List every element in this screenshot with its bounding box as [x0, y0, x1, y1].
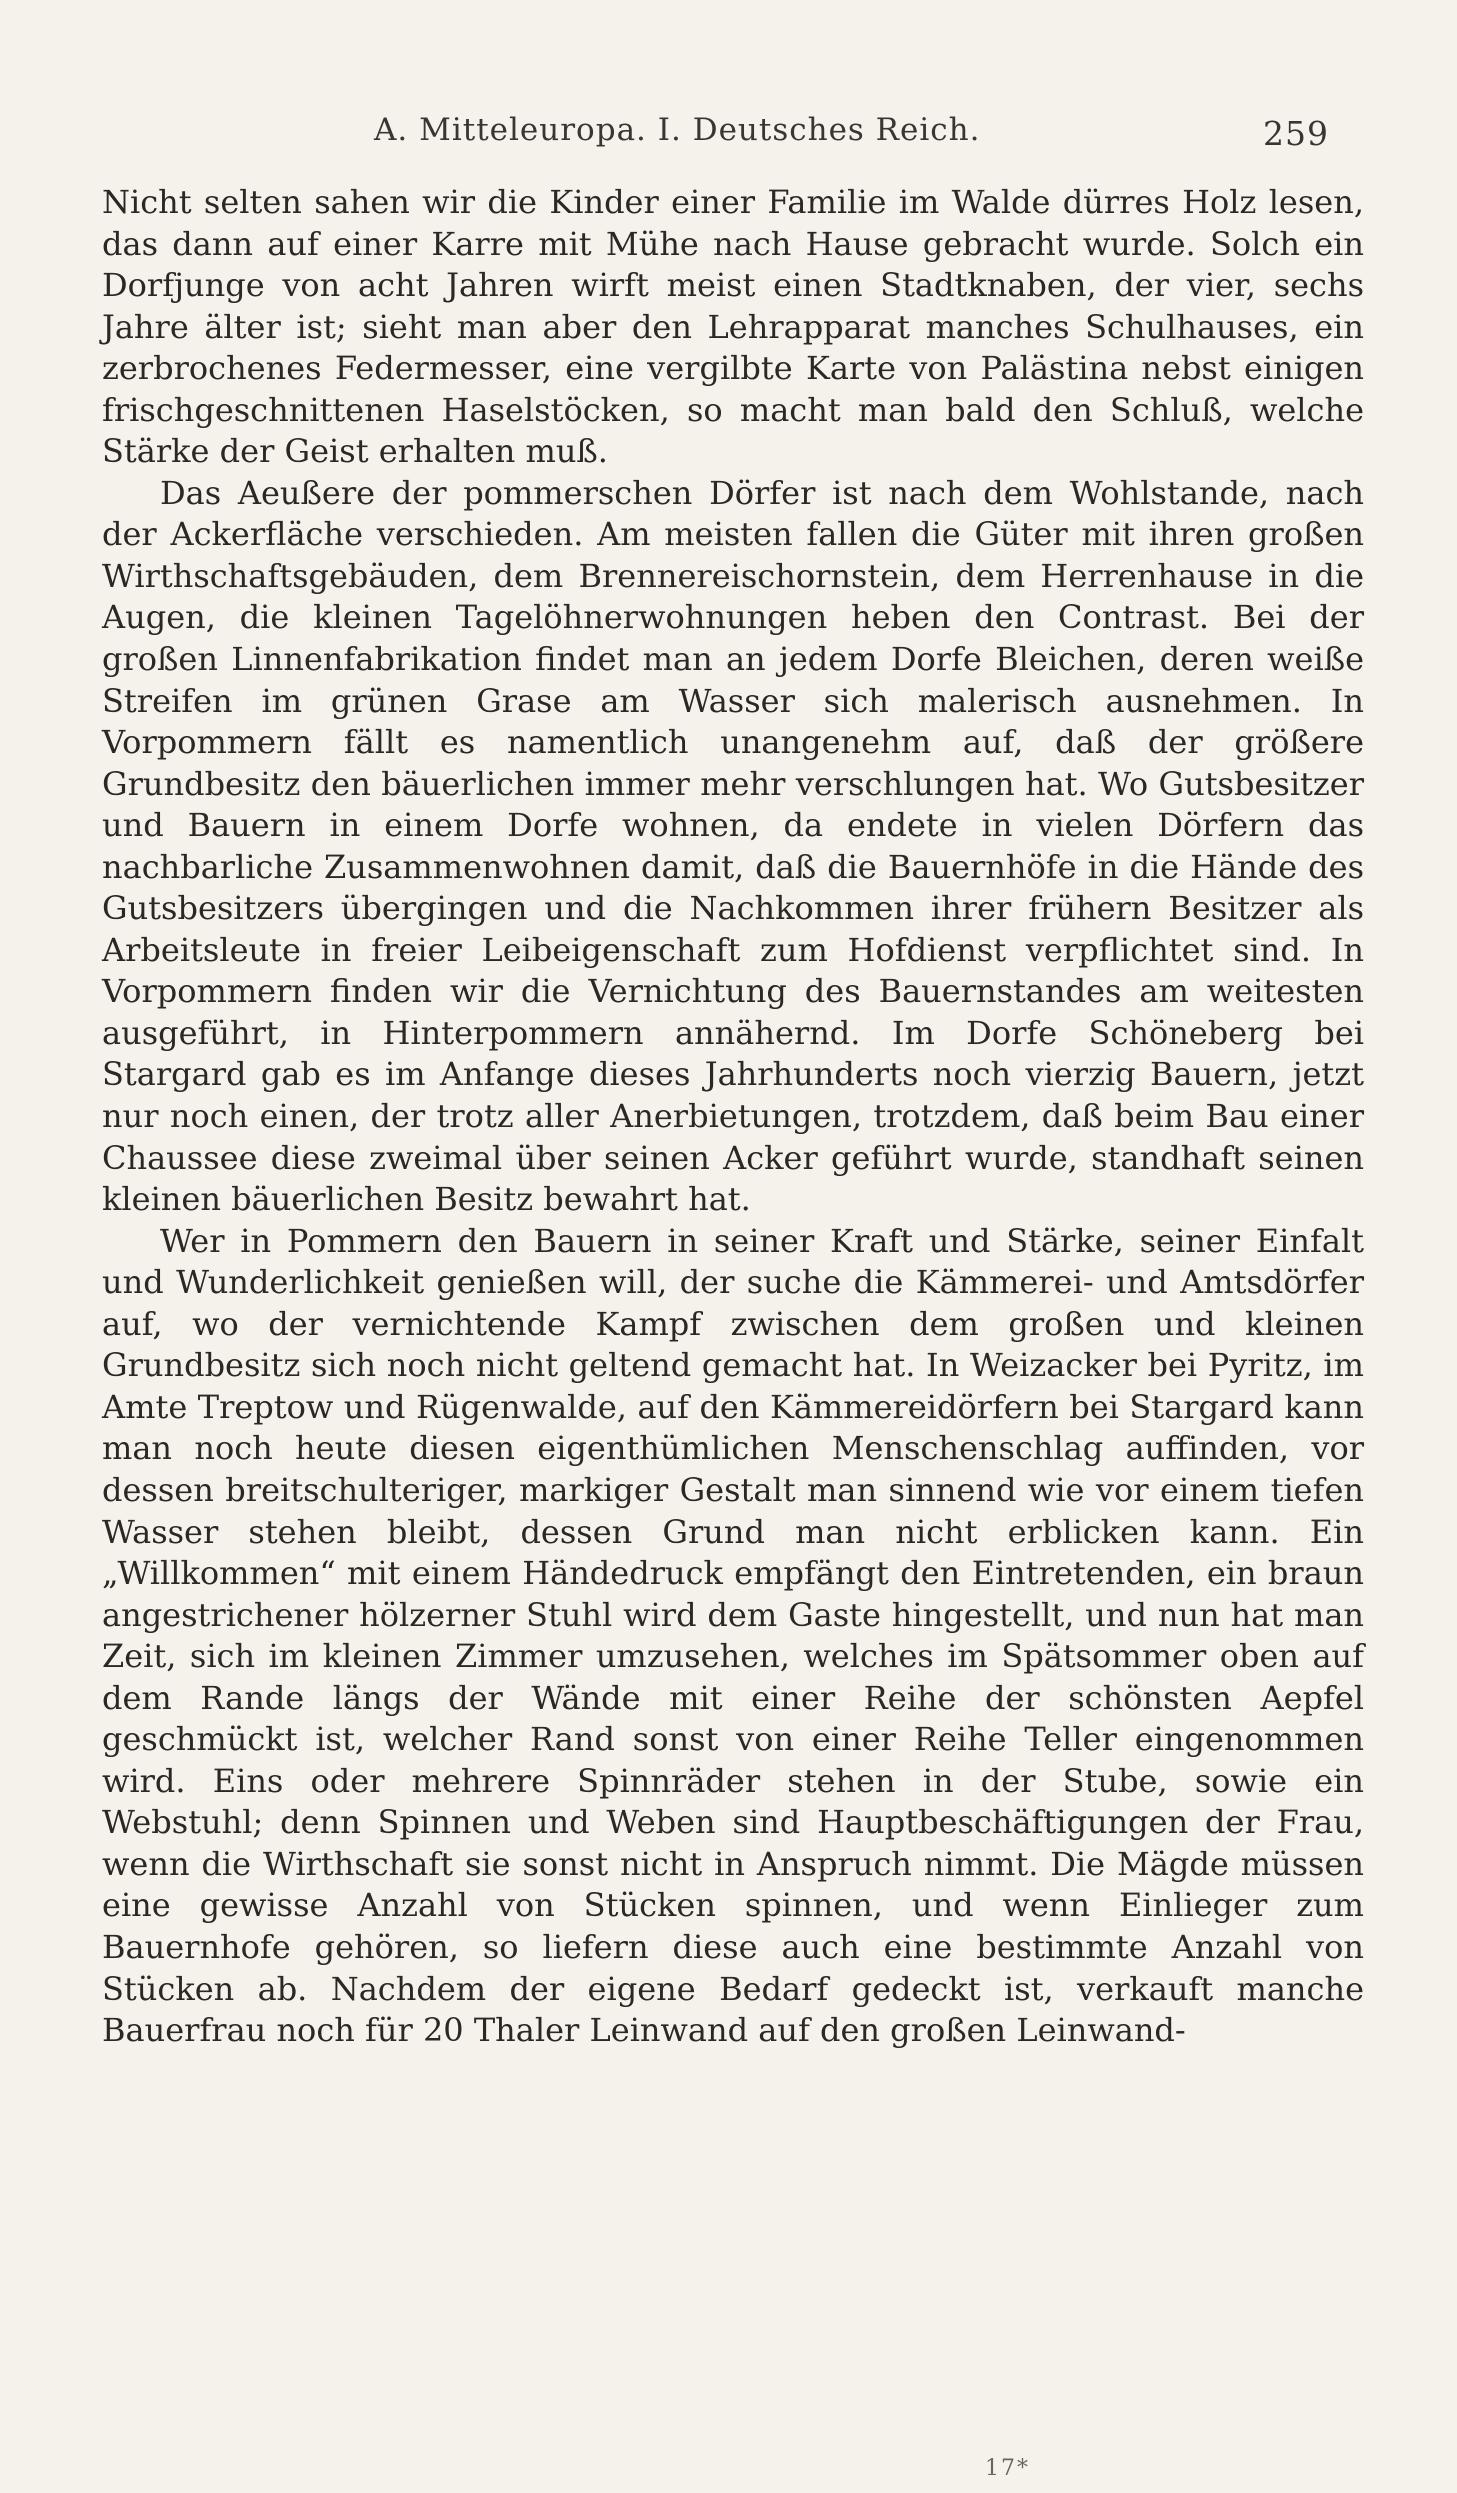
running-head-title: A. Mitteleuropa. I. Deutsches Reich.	[374, 112, 981, 148]
page-number: 259	[1263, 114, 1329, 153]
printer-signature-mark: 17*	[985, 2456, 1030, 2481]
running-head	[374, 112, 1367, 160]
paragraph-3: Wer in Pommern den Bauern in seiner Kraft und Stärke, seiner Einfalt und Wunderlichkeit genießen will, der suche die Kämmerei- und Amtsdörfer auf, wo der vernichtende Kampf zwischen dem großen und kleinen Grundbesitz sich noch nicht geltend gemacht hat. In Weizacker bei Pyritz, im Amte Treptow und Rügenwalde, auf den Kämmereidörfern bei Stargard kann man noch heute diesen eigenthümlichen Menschenschlag auffinden, vor dessen breitschulteriger, markiger Gestalt man sinnend wie vor einem tiefen Wasser stehen bleibt, dessen Grund man nicht erblicken kann. Ein „Willkommen“ mit einem Händedruck empfängt den Eintretenden, ein braun angestrichener hölzerner Stuhl wird dem Gaste hingestellt, und nun hat man Zeit, sich im kleinen Zimmer umzusehen, welches im Spätsommer oben auf dem Rande längs der Wände mit einer Reihe der schönsten Aepfel geschmückt ist, welcher Rand sonst von einer Reihe Teller eingenommen wird. Eins oder mehrere Spinnräder stehen in der Stube, sowie ein Webstuhl; denn Spinnen und Weben sind Hauptbeschäftigungen der Frau, wenn die Wirthschaft sie sonst nicht in Anspruch nimmt. Die Mägde müssen eine gewisse Anzahl von Stücken spinnen, und wenn Einlieger zum Bauernhofe gehören, so liefern diese auch eine bestimmte Anzahl von Stücken ab. Nachdem der eigene Bedarf gedeckt ist, verkauft manche Bauerfrau noch für 20 Thaler Leinwand auf den großen Leinwand-	[102, 1221, 1364, 2050]
paragraph-1: Nicht selten sahen wir die Kinder einer Familie im Walde dürres Holz lesen, das dann auf einer Karre mit Mühe nach Hause gebracht wurde. Solch ein Dorfjunge von acht Jahren wirft meist einen Stadtknaben, der vier, sechs Jahre älter ist; sieht man aber den Lehrapparat manches Schulhauses, ein zerbrochenes Federmesser, eine vergilbte Karte von Palästina nebst einigen frischgeschnittenen Haselstöcken, so macht man bald den Schluß, welche Stärke der Geist erhalten muß.	[102, 183, 1364, 471]
paragraph-2: Das Aeußere der pommerschen Dörfer ist nach dem Wohlstande, nach der Ackerfläche verschieden. Am meisten fallen die Güter mit ihren großen Wirthschaftsgebäuden, dem Brennereischornstein, dem Herrenhause in die Augen, die kleinen Tagelöhnerwohnungen heben den Contrast. Bei der großen Linnenfabrikation findet man an jedem Dorfe Bleichen, deren weiße Streifen im grünen Grase am Wasser sich malerisch ausnehmen. In Vorpommern fällt es namentlich unangenehm auf, daß der größere Grundbesitz den bäuerlichen immer mehr verschlungen hat. Wo Gutsbesitzer und Bauern in einem Dorfe wohnen, da endete in vielen Dörfern das nachbarliche Zusammenwohnen damit, daß die Bauernhöfe in die Hände des Gutsbesitzers übergingen und die Nachkommen ihrer frühern Besitzer als Arbeitsleute in freier Leibeigenschaft zum Hofdienst verpflichtet sind. In Vorpommern finden wir die Vernichtung des Bauernstandes am weitesten ausgeführt, in Hinterpommern annähernd. Im Dorfe Schöneberg bei Stargard gab es im Anfange dieses Jahrhunderts noch vierzig Bauern, jetzt nur noch einen, der trotz aller Anerbietungen, trotzdem, daß beim Bau einer Chaussee diese zweimal über seinen Acker geführt wurde, standhaft seinen kleinen bäuerlichen Besitz bewahrt hat.	[102, 473, 1364, 1219]
body-text	[102, 182, 1364, 2052]
